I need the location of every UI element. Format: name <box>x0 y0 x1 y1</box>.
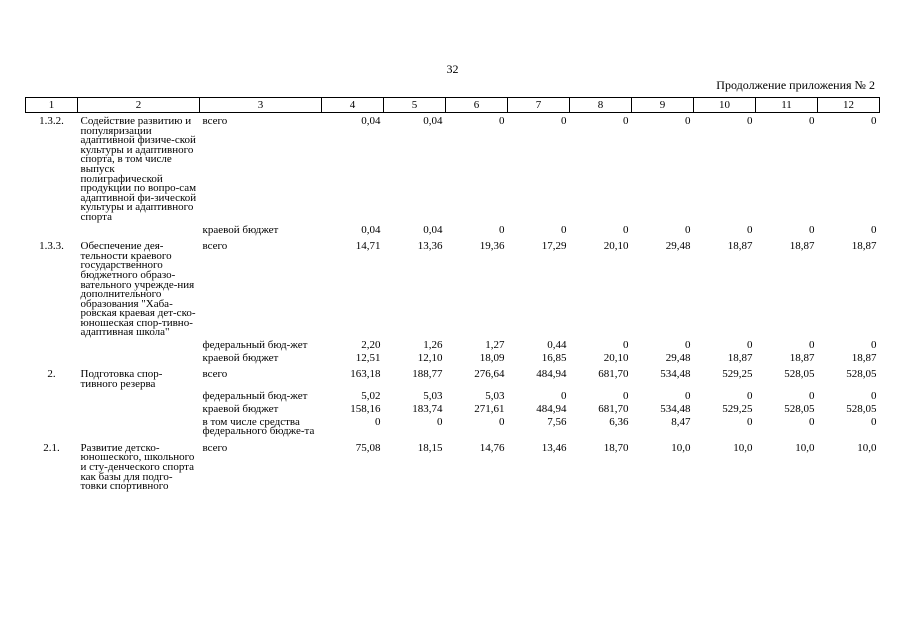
table-row <box>26 417 880 439</box>
row-code: 2. <box>47 368 56 381</box>
row-value: 0 <box>623 223 629 236</box>
row-value: 0 <box>499 115 505 127</box>
row-value: 0 <box>561 390 567 403</box>
row-code <box>26 404 78 417</box>
table-row <box>26 404 880 417</box>
table-row <box>26 365 880 391</box>
row-value: 158,16 <box>350 403 381 416</box>
row-description: Обеспечение дея-тельности краевого государственного бюджетного образо-вательного учрежде-ния дополнительного образования "Хаба-ровская краевая дет-ско-юношеская спор-тивно-адаптивная школа" <box>80 240 196 339</box>
table-row <box>26 439 880 494</box>
row-code <box>26 353 78 366</box>
row-funding-source: всего <box>202 115 228 127</box>
row-value: 0 <box>685 115 691 127</box>
row-value: 75,08 <box>355 441 381 454</box>
row-value: 0,04 <box>361 223 381 236</box>
row-funding-source: краевой бюджет <box>202 223 279 236</box>
row-value: 0 <box>871 339 877 352</box>
row-value: 0 <box>871 390 877 403</box>
column-header: 8 <box>570 98 632 113</box>
column-header: 9 <box>632 98 694 113</box>
row-value: 0 <box>871 223 877 236</box>
row-value: 10,0 <box>857 441 877 454</box>
table-row <box>26 353 880 366</box>
row-value: 20,10 <box>603 351 629 364</box>
row-value: 5,03 <box>423 390 443 403</box>
row-value: 0 <box>499 223 505 236</box>
row-value: 0,04 <box>423 115 443 127</box>
row-value: 188,77 <box>412 368 443 381</box>
row-value: 0 <box>809 339 815 352</box>
row-value: 0 <box>499 415 505 428</box>
row-value: 0 <box>747 223 753 236</box>
row-value: 1,27 <box>485 339 505 352</box>
row-value: 271,61 <box>474 403 505 416</box>
row-value: 183,74 <box>412 403 443 416</box>
row-code: 1.3.3. <box>39 240 64 253</box>
row-value: 0,44 <box>547 339 567 352</box>
row-funding-source: краевой бюджет <box>202 351 279 364</box>
row-value: 10,0 <box>671 441 691 454</box>
column-header: 10 <box>694 98 756 113</box>
row-code <box>26 417 78 439</box>
row-value: 0 <box>809 115 815 127</box>
row-value: 529,25 <box>722 368 753 381</box>
row-value: 8,47 <box>671 415 691 428</box>
row-description: Содействие развитию и популяризации адаптивной физиче-ской культуры и адаптивного спорта, в том числе выпуск полиграфической продукции по вопро-сам адаптивной фи-зической культуры и адаптивного спорта <box>80 115 197 223</box>
row-value: 0,04 <box>361 115 381 127</box>
table-body <box>26 113 880 494</box>
row-value: 16,85 <box>541 351 567 364</box>
row-value: 1,26 <box>423 339 443 352</box>
row-value: 0 <box>685 390 691 403</box>
row-value: 18,87 <box>851 240 877 253</box>
column-header: 12 <box>818 98 880 113</box>
page-number: 32 <box>446 62 459 76</box>
row-funding-source: в том числе средства федерального бюдже-та <box>202 415 315 438</box>
row-value: 528,05 <box>846 403 877 416</box>
table-row <box>26 225 880 238</box>
row-value: 0 <box>375 415 381 428</box>
row-funding-source: краевой бюджет <box>202 403 279 416</box>
row-value: 0 <box>623 339 629 352</box>
row-description <box>78 340 200 353</box>
row-value: 0,04 <box>423 223 443 236</box>
budget-table <box>25 97 880 494</box>
row-value: 484,94 <box>536 368 567 381</box>
row-value: 5,02 <box>361 390 381 403</box>
row-value: 7,56 <box>547 415 567 428</box>
column-header: 6 <box>446 98 508 113</box>
table-row <box>26 113 880 225</box>
row-value: 0 <box>747 339 753 352</box>
row-value: 681,70 <box>598 368 629 381</box>
row-value: 681,70 <box>598 403 629 416</box>
row-value: 10,0 <box>795 441 815 454</box>
row-description <box>78 417 200 439</box>
row-value: 17,29 <box>541 240 567 253</box>
row-value: 484,94 <box>536 403 567 416</box>
row-value: 18,87 <box>789 240 815 253</box>
column-header: 3 <box>200 98 322 113</box>
table-row <box>26 237 880 340</box>
column-header: 2 <box>78 98 200 113</box>
row-description: Подготовка спор-тивного резерва <box>80 368 163 390</box>
row-code <box>26 225 78 238</box>
row-value: 534,48 <box>660 403 691 416</box>
row-value: 13,46 <box>541 441 567 454</box>
row-value: 528,05 <box>784 368 815 381</box>
row-value: 14,76 <box>479 441 505 454</box>
row-description <box>78 391 200 404</box>
row-funding-source: всего <box>202 368 228 381</box>
row-code: 2.1. <box>43 441 60 454</box>
row-value: 0 <box>623 115 629 127</box>
row-funding-source: всего <box>202 240 228 253</box>
row-value: 18,87 <box>851 351 877 364</box>
row-funding-source: федеральный бюд-жет <box>202 339 308 352</box>
row-value: 19,36 <box>479 240 505 253</box>
column-header: 5 <box>384 98 446 113</box>
column-header: 4 <box>322 98 384 113</box>
column-header: 11 <box>756 98 818 113</box>
row-description <box>78 353 200 366</box>
row-value: 29,48 <box>665 240 691 253</box>
row-value: 0 <box>437 415 443 428</box>
row-value: 0 <box>809 223 815 236</box>
row-value: 18,09 <box>479 351 505 364</box>
row-value: 529,25 <box>722 403 753 416</box>
row-value: 0 <box>747 390 753 403</box>
row-value: 20,10 <box>603 240 629 253</box>
row-value: 10,0 <box>733 441 753 454</box>
column-header: 7 <box>508 98 570 113</box>
continuation-label: Продолжение приложения № 2 <box>716 78 875 92</box>
row-value: 0 <box>809 390 815 403</box>
row-description: Развитие детско-юношеского, школьного и сту-денческого спорта как базы для подго-товки спортивного <box>80 441 195 493</box>
column-header: 1 <box>26 98 78 113</box>
row-value: 18,87 <box>789 351 815 364</box>
row-value: 528,05 <box>784 403 815 416</box>
row-value: 18,87 <box>727 240 753 253</box>
row-value: 2,20 <box>361 339 381 352</box>
row-value: 163,18 <box>350 368 381 381</box>
table-row <box>26 340 880 353</box>
row-value: 14,71 <box>355 240 381 253</box>
row-value: 5,03 <box>485 390 505 403</box>
row-value: 276,64 <box>474 368 505 381</box>
row-value: 18,15 <box>417 441 443 454</box>
row-code <box>26 340 78 353</box>
row-description <box>78 225 200 238</box>
row-value: 528,05 <box>846 368 877 381</box>
row-value: 12,10 <box>417 351 443 364</box>
row-value: 12,51 <box>355 351 381 364</box>
row-value: 0 <box>623 390 629 403</box>
row-value: 0 <box>747 415 753 428</box>
row-value: 0 <box>685 223 691 236</box>
row-value: 18,70 <box>603 441 629 454</box>
row-funding-source: всего <box>202 441 228 454</box>
row-value: 0 <box>871 115 877 127</box>
row-description <box>78 404 200 417</box>
row-code: 1.3.2. <box>39 115 64 127</box>
row-value: 29,48 <box>665 351 691 364</box>
table-header-row <box>26 98 880 113</box>
row-value: 0 <box>809 415 815 428</box>
row-value: 0 <box>871 415 877 428</box>
row-value: 0 <box>561 223 567 236</box>
row-value: 0 <box>685 339 691 352</box>
row-value: 0 <box>561 115 567 127</box>
row-code <box>26 391 78 404</box>
row-value: 18,87 <box>727 351 753 364</box>
row-value: 534,48 <box>660 368 691 381</box>
row-value: 0 <box>747 115 753 127</box>
row-value: 13,36 <box>417 240 443 253</box>
row-value: 6,36 <box>609 415 629 428</box>
row-funding-source: федеральный бюд-жет <box>202 390 308 403</box>
